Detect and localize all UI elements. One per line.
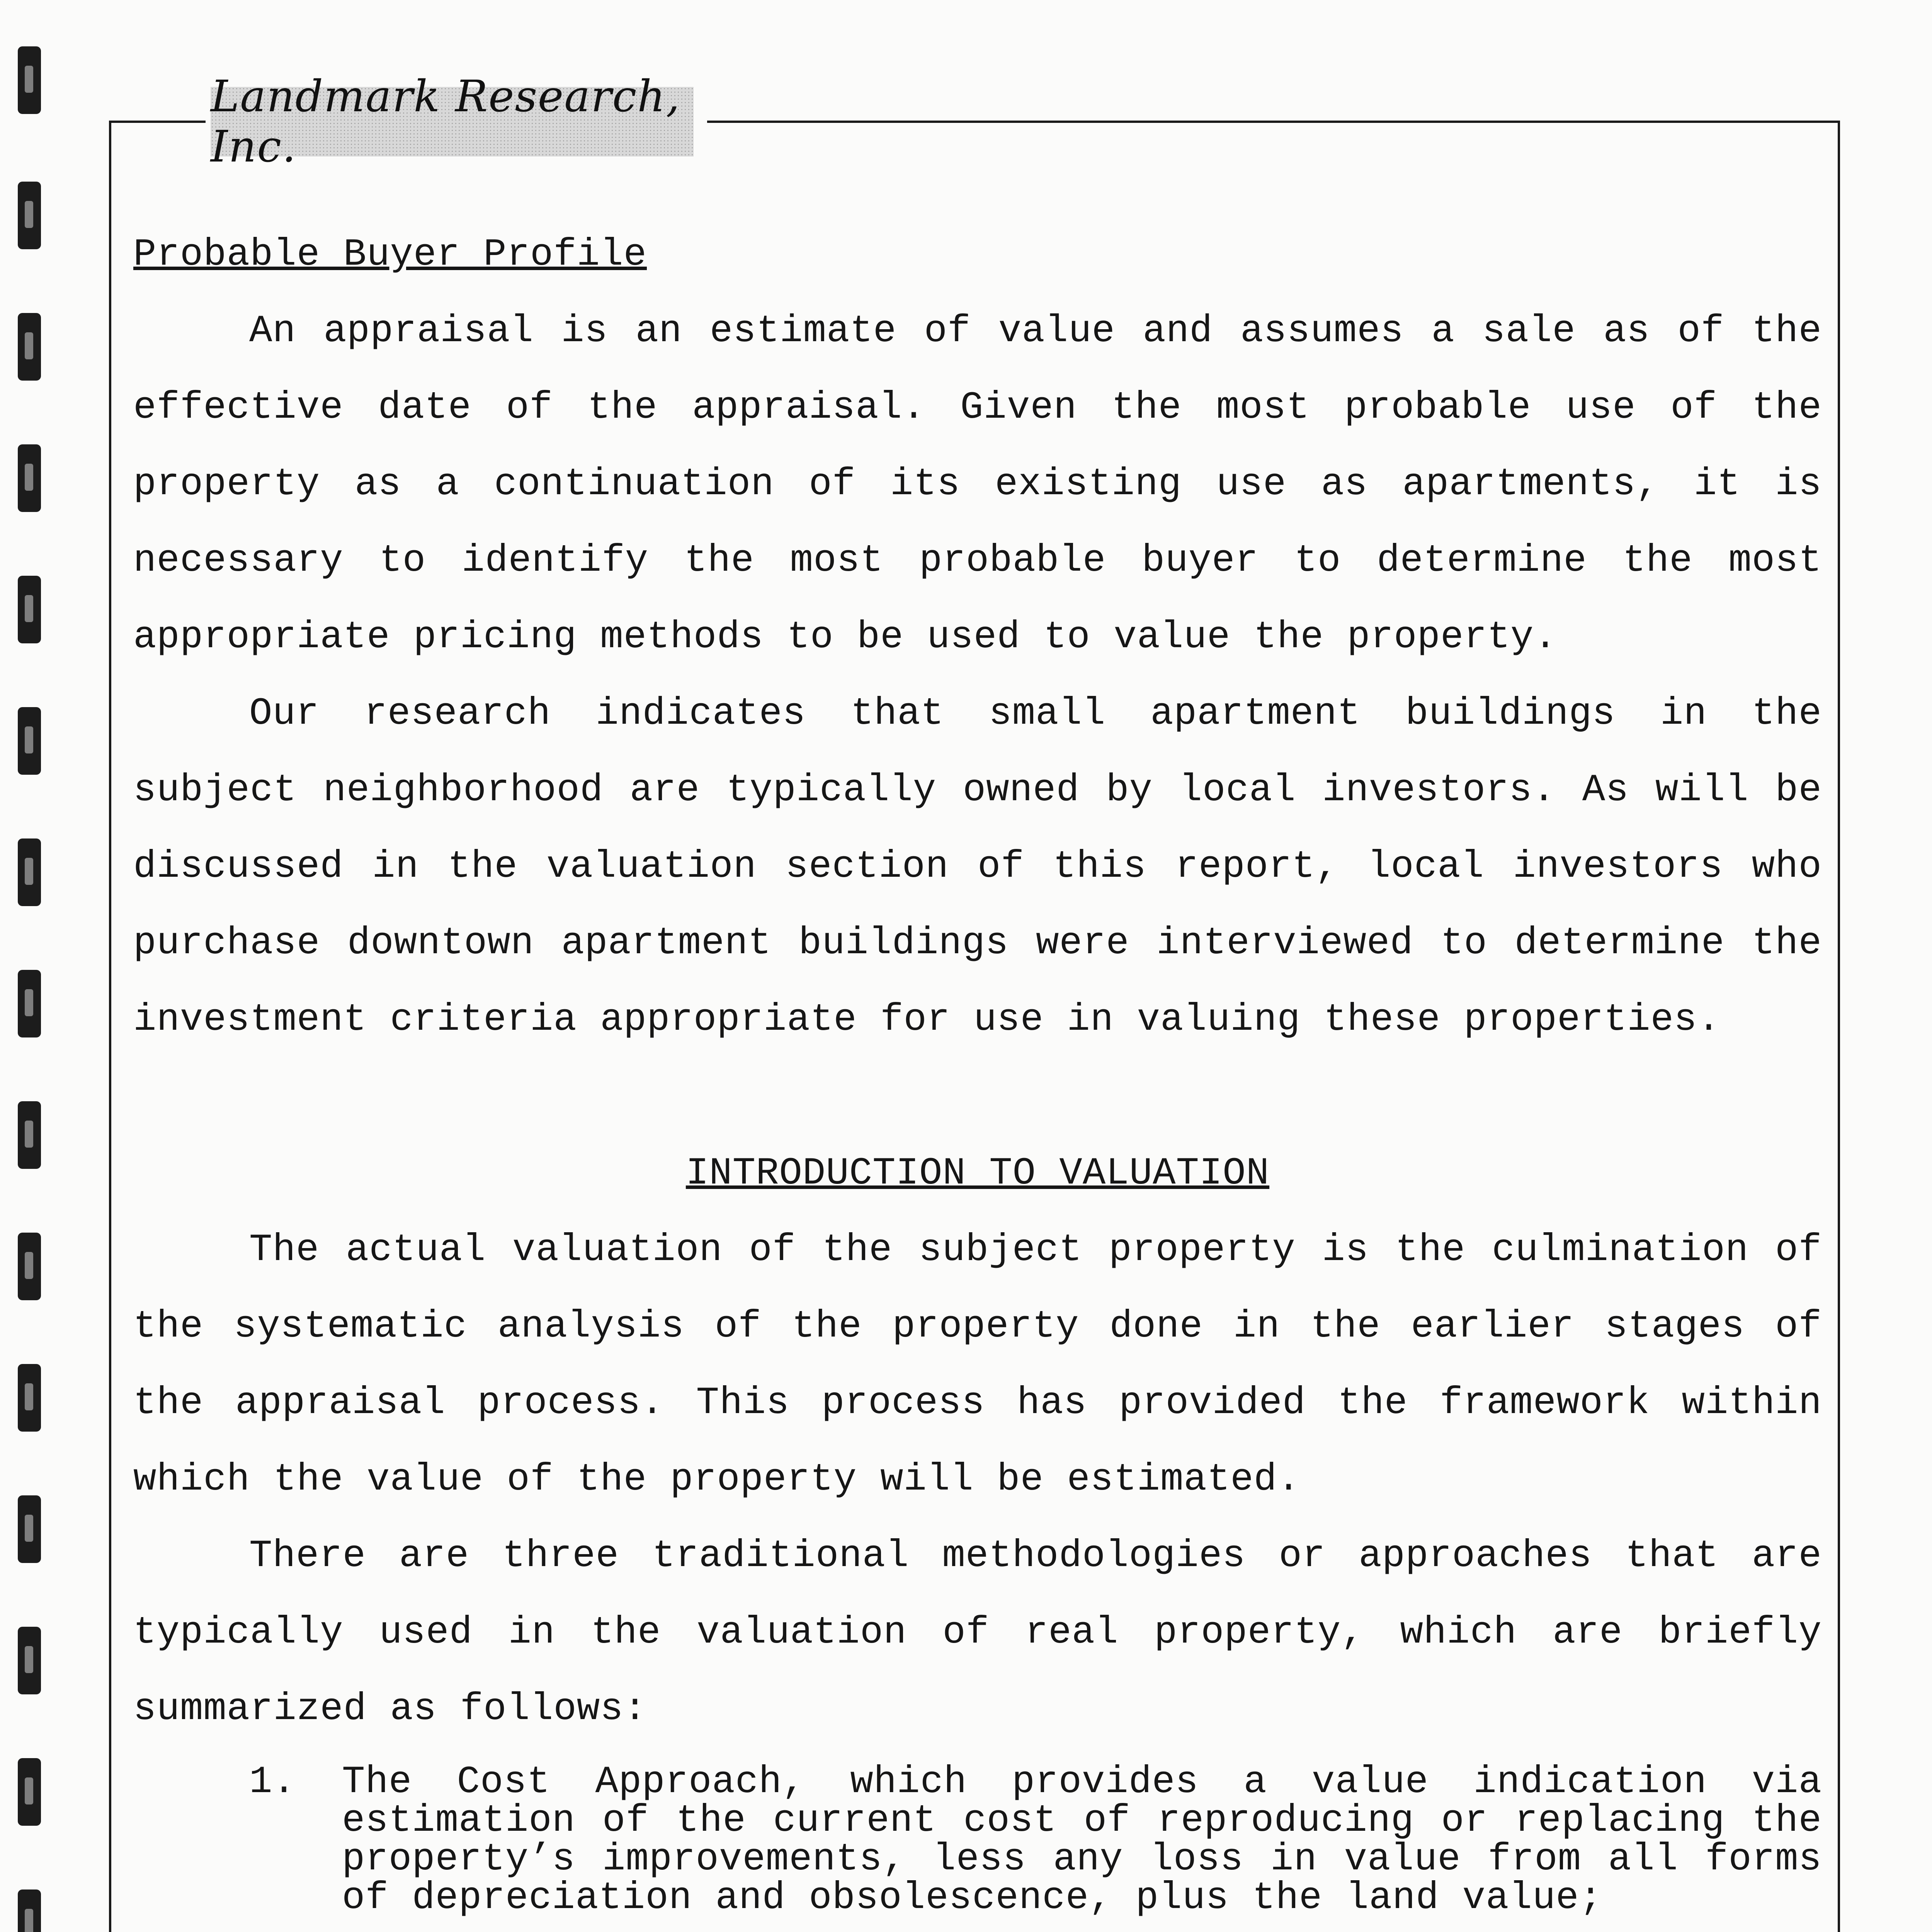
- binding-hole: [18, 1758, 41, 1826]
- binding-hole: [18, 1101, 41, 1169]
- binding-hole: [18, 313, 41, 381]
- paragraph: The actual valuation of the subject property is the culmination of the systematic analysis of the property done in the earlier stages of the appraisal process. This process has provided the framework within which the value of the property will be estimated.: [133, 1228, 1822, 1501]
- section-heading-introduction: INTRODUCTION TO VALUATION: [685, 1152, 1270, 1195]
- binding-hole: [18, 182, 41, 249]
- binding-hole: [18, 444, 41, 512]
- binding-hole: [18, 838, 41, 906]
- binding-hole: [18, 46, 41, 114]
- list-item-number: 1.: [249, 1760, 296, 1804]
- paragraph: An appraisal is an estimate of value and assumes a sale as of the effective date of the appraisal. Given the most probable use of the property as a continuation of its existing use as apartments, it is necessary to identify the most probable buyer to determine the most appropriate pricing methods to be used to value the property.: [133, 310, 1822, 659]
- binding-hole: [18, 970, 41, 1037]
- logo-text: Landmark Research, Inc.: [211, 71, 681, 172]
- list-item: [133, 1760, 1822, 1920]
- paragraph: Our research indicates that small apartment buildings in the subject neighborhood are typically owned by local investors. As will be discussed in the valuation section of this report, local investors who purchase downtown apartment buildings were interviewed to determine the investment criteria appropriate for use in valuing these properties.: [133, 692, 1822, 1041]
- binding-hole: [18, 707, 41, 775]
- binding-hole: [18, 1233, 41, 1300]
- binding-hole: [18, 576, 41, 643]
- binding-hole: [18, 1364, 41, 1432]
- approaches-list: [133, 1760, 1822, 1932]
- spacer: [133, 1058, 1822, 1135]
- binding-hole: [18, 1495, 41, 1563]
- binding-hole: [18, 1889, 41, 1932]
- section-heading-buyer-profile: Probable Buyer Profile: [133, 233, 647, 276]
- top-rule-left: [109, 121, 206, 123]
- paragraph: There are three traditional methodologies or approaches that are typically used in the valuation of real property, which are briefly summarized as follows:: [133, 1534, 1822, 1731]
- company-logo: [211, 71, 694, 172]
- spiral-binding: [11, 0, 53, 1932]
- list-item-text: The Cost Approach, which provides a value indication via estimation of the current cost of reproducing or replacing the property’s improvements, less any loss in value from all forms of depreciation and obsolescence, plus the land value;: [342, 1760, 1822, 1920]
- top-rule-right: [707, 121, 1840, 123]
- document-body: [133, 193, 1822, 1932]
- binding-hole: [18, 1627, 41, 1694]
